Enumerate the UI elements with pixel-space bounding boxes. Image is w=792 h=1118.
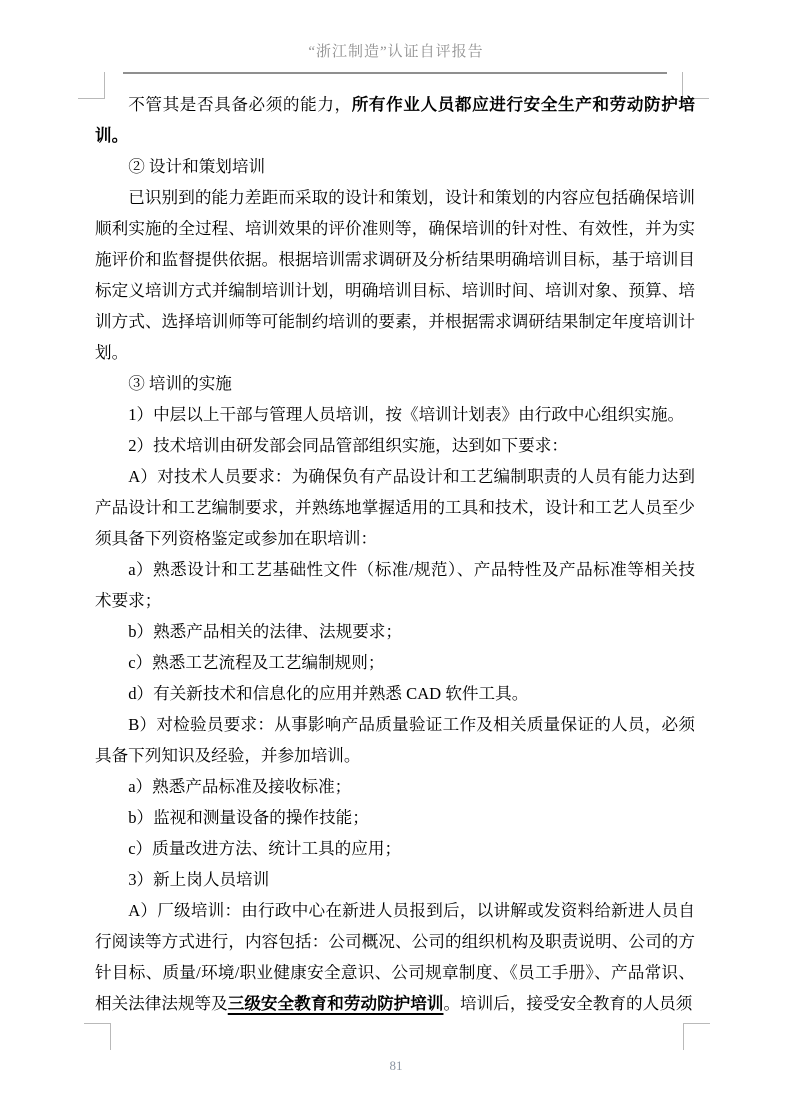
bold-text: 所有作业人员都应进行安全生产和劳动防护培训。 (95, 95, 696, 145)
header-rule (123, 72, 667, 74)
paragraph (95, 771, 695, 802)
body-text-run: c）质量改进方法、统计工具的应用； (128, 839, 402, 858)
paragraph (95, 399, 695, 430)
document-body (95, 89, 695, 1019)
body-text-run: 1）中层以上干部与管理人员培训，按《培训计划表》由行政中心组织实施。 (128, 405, 685, 424)
body-text-run: d）有关新技术和信息化的应用并熟悉 CAD 软件工具。 (128, 684, 529, 703)
paragraph (95, 864, 695, 895)
paragraph (95, 89, 695, 151)
paragraph (95, 709, 695, 771)
page-number: 81 (389, 1058, 403, 1073)
body-text-run: 不管其是否具备必须的能力， (128, 95, 352, 114)
paragraph (95, 647, 695, 678)
paragraph (95, 833, 695, 864)
paragraph (95, 554, 695, 616)
paragraph (95, 368, 695, 399)
body-text-run: b）熟悉产品相关的法律、法规要求； (128, 622, 402, 641)
body-text-run: b）监视和测量设备的操作技能； (128, 808, 369, 827)
paragraph (95, 151, 695, 182)
paragraph (95, 895, 695, 1019)
body-text-run: ② 设计和策划培训 (128, 157, 266, 176)
paragraph (95, 616, 695, 647)
body-text-run: 2）技术培训由研发部会同品管部组织实施，达到如下要求： (128, 436, 568, 455)
body-text-run: 已识别到的能力差距而采取的设计和策划，设计和策划的内容应包括确保培训顺利实施的全过程、培训效果的评价准则等，确保培训的针对性、有效性，并为实施评价和监督提供依据。根据培训需求调研及分析结果明确培训目标，基于培训目标定义培训方式并编制培训计划，明确培训目标、培训时间、培训对象、预算、培训方式、选择培训师等可能制约培训的要素，并根据需求调研结果制定年度培训计划。 (95, 188, 695, 362)
text-boundary-mark-bottom-right (683, 1023, 710, 1050)
body-text-run: c）熟悉工艺流程及工艺编制规则； (128, 653, 385, 672)
page-header-title: “浙江制造”认证自评报告 (308, 44, 484, 60)
body-text-run: A）厂级培训：由行政中心在新进人员报到后，以讲解或发资料给新进人员自行阅读等方式进行，内容包括：公司概况、公司的组织机构及职责说明、公司的方针目标、质量/环境/职业健康安全意识、公司规章制度、《员工手册》、产品常识、相关法律法规等及 (95, 901, 695, 1013)
body-text-run: 。培训后，接受安全教育的人员须 (443, 994, 693, 1013)
body-text-run: ③ 培训的实施 (128, 374, 232, 393)
body-text-run: A）对技术人员要求：为确保负有产品设计和工艺编制职责的人员有能力达到产品设计和工艺编制要求，并熟练地掌握适用的工具和技术，设计和工艺人员至少须具备下列资格鉴定或参加在职培训： (95, 467, 695, 548)
body-text-run: a）熟悉产品标准及接收标准； (128, 777, 352, 796)
body-text-run: B）对检验员要求：从事影响产品质量验证工作及相关质量保证的人员，必须具备下列知识及经验，并参加培训。 (95, 715, 695, 765)
emphasis-bold-underline-text: 三级安全教育和劳动防护培训 (227, 994, 444, 1013)
paragraph (95, 461, 695, 554)
body-text-run: 3）新上岗人员培训 (128, 870, 270, 889)
paragraph (95, 182, 695, 368)
paragraph (95, 430, 695, 461)
body-text-run: a）熟悉设计和工艺基础性文件（标准/规范）、产品特性及产品标准等相关技术要求； (95, 560, 695, 610)
paragraph (95, 802, 695, 833)
text-boundary-mark-bottom-left (84, 1023, 111, 1050)
paragraph (95, 678, 695, 709)
